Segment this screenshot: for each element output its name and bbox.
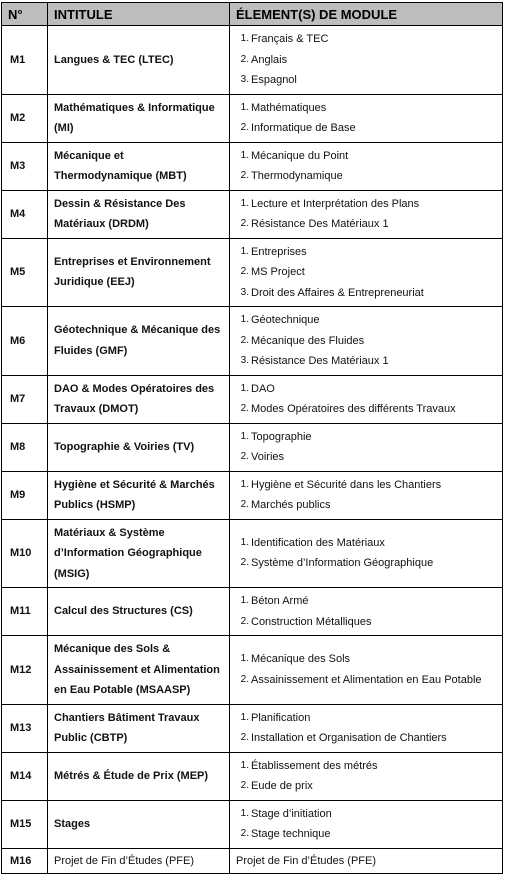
table-row	[2, 190, 503, 238]
module-number: M12	[2, 636, 48, 705]
list-item-label: Assainissement et Alimentation en Eau Potable	[251, 673, 482, 686]
module-number: M5	[2, 238, 48, 307]
module-elements	[230, 238, 503, 307]
module-elements	[230, 142, 503, 190]
table-row	[2, 752, 503, 800]
list-item-label: Résistance Des Matériaux 1	[251, 218, 389, 230]
list-item-label: Stage d’initiation	[251, 807, 332, 820]
module-title: Hygiène et Sécurité & Marchés Publics (HSMP)	[48, 471, 230, 519]
list-item	[236, 399, 496, 420]
list-item-label: Mathématiques	[251, 101, 327, 114]
list-item-index: 2.	[240, 403, 249, 414]
module-number: M13	[2, 704, 48, 752]
list-item-label: Établissement des métrés	[251, 759, 378, 772]
list-item	[236, 728, 496, 749]
list-item-index: 1.	[240, 149, 249, 161]
list-item-index: 1.	[240, 807, 249, 819]
list-item-label: Hygiène et Sécurité dans les Chantiers	[251, 478, 442, 491]
list-item-index: 2.	[240, 218, 249, 229]
list-item-label: Anglais	[251, 53, 288, 66]
header-intitule: INTITULE	[48, 3, 230, 26]
table-row	[2, 142, 503, 190]
list-item	[236, 331, 496, 352]
list-item	[236, 447, 496, 468]
table-row	[2, 519, 503, 588]
list-item	[236, 29, 496, 50]
list-item-label: Planification	[251, 711, 311, 724]
table-row	[2, 423, 503, 471]
element-list	[236, 146, 496, 187]
module-title: Stages	[48, 800, 230, 848]
list-item-label: Lecture et Interprétation des Plans	[251, 197, 420, 210]
list-item-label: Français & TEC	[251, 33, 329, 45]
list-item	[236, 612, 496, 633]
module-title: Mécanique et Thermodynamique (MBT)	[48, 142, 230, 190]
list-item	[236, 533, 496, 554]
element-list	[236, 98, 496, 139]
list-item-index: 1.	[240, 197, 249, 209]
list-item	[236, 262, 496, 283]
module-elements	[230, 375, 503, 423]
list-item	[236, 194, 496, 215]
list-item-index: 1.	[240, 382, 249, 394]
list-item-label: Modes Opératoires des différents Travaux	[251, 403, 456, 415]
list-item-label: Thermodynamique	[251, 170, 343, 182]
list-item-label: Installation et Organisation de Chantiers	[251, 732, 447, 744]
list-item	[236, 351, 496, 372]
list-item	[236, 475, 496, 496]
module-elements	[230, 800, 503, 848]
module-elements	[230, 307, 503, 376]
module-elements	[230, 519, 503, 588]
module-elements	[230, 190, 503, 238]
table-row	[2, 800, 503, 848]
list-item-index: 3.	[240, 286, 249, 298]
table-row	[2, 238, 503, 307]
table-row	[2, 636, 503, 705]
element-list	[236, 194, 496, 235]
module-elements	[230, 752, 503, 800]
module-title: Projet de Fin d’Études (PFE)	[48, 848, 230, 874]
list-item	[236, 70, 496, 91]
list-item-index: 1.	[240, 536, 249, 548]
list-item	[236, 649, 496, 670]
element-list	[236, 242, 496, 304]
list-item-label: Résistance Des Matériaux 1	[251, 355, 389, 367]
element-list	[236, 591, 496, 632]
list-item	[236, 427, 496, 448]
list-item-label: Droit des Affaires & Entrepreneuriat	[251, 286, 424, 299]
header-elements: ÉLEMENT(S) DE MODULE	[230, 3, 503, 26]
list-item	[236, 670, 496, 691]
list-item	[236, 310, 496, 331]
module-element: Projet de Fin d’Études (PFE)	[230, 848, 503, 874]
list-item-index: 1.	[240, 33, 249, 44]
list-item-label: Mécanique du Point	[251, 149, 349, 162]
list-item-index: 1.	[240, 595, 249, 606]
module-number: M10	[2, 519, 48, 588]
list-item	[236, 708, 496, 729]
list-item-index: 2.	[240, 499, 249, 510]
module-title: Mécanique des Sols & Assainissement et Alimentation en Eau Potable (MSAASP)	[48, 636, 230, 705]
element-list	[236, 756, 496, 797]
list-item	[236, 379, 496, 400]
table-row	[2, 26, 503, 95]
module-elements	[230, 26, 503, 95]
list-item-index: 2.	[240, 266, 249, 277]
module-number: M3	[2, 142, 48, 190]
list-item	[236, 824, 496, 845]
module-number: M14	[2, 752, 48, 800]
module-elements	[230, 471, 503, 519]
header-num: N°	[2, 3, 48, 26]
header-row	[2, 3, 503, 26]
list-item-label: Topographie	[251, 430, 312, 443]
list-item-index: 3.	[240, 74, 249, 85]
list-item-label: Mécanique des Sols	[251, 653, 351, 666]
element-list	[236, 427, 496, 468]
list-item	[236, 283, 496, 304]
list-item-index: 2.	[240, 828, 249, 839]
element-list	[236, 649, 496, 690]
element-list	[236, 708, 496, 749]
list-item-label: Voiries	[251, 451, 285, 463]
element-list	[236, 29, 496, 91]
module-number: M1	[2, 26, 48, 95]
module-elements	[230, 94, 503, 142]
module-number: M9	[2, 471, 48, 519]
table-row	[2, 307, 503, 376]
list-item-index: 2.	[240, 53, 249, 65]
list-item-index: 1.	[240, 759, 249, 771]
module-title: Dessin & Résistance Des Matériaux (DRDM)	[48, 190, 230, 238]
module-number: M15	[2, 800, 48, 848]
module-number: M11	[2, 588, 48, 636]
module-title: Calcul des Structures (CS)	[48, 588, 230, 636]
list-item-label: Marchés publics	[251, 499, 331, 511]
element-list	[236, 475, 496, 516]
module-title: Chantiers Bâtiment Travaux Public (CBTP)	[48, 704, 230, 752]
element-list	[236, 804, 496, 845]
list-item-label: Mécanique des Fluides	[251, 334, 365, 347]
module-elements	[230, 636, 503, 705]
module-number: M2	[2, 94, 48, 142]
list-item	[236, 166, 496, 187]
modules-table	[1, 2, 503, 874]
table-row	[2, 704, 503, 752]
list-item-index: 2.	[240, 557, 249, 569]
list-item-label: Stage technique	[251, 828, 331, 840]
list-item-index: 3.	[240, 355, 249, 366]
list-item-index: 1.	[240, 101, 249, 113]
list-item	[236, 804, 496, 825]
list-item-index: 2.	[240, 673, 249, 685]
list-item-label: Système d’Information Géographique	[251, 557, 434, 570]
list-item-label: Informatique de Base	[251, 122, 356, 134]
module-title: DAO & Modes Opératoires des Travaux (DMOT)	[48, 375, 230, 423]
module-elements	[230, 588, 503, 636]
table-row	[2, 375, 503, 423]
list-item	[236, 50, 496, 71]
list-item	[236, 118, 496, 139]
element-list	[236, 310, 496, 372]
list-item	[236, 214, 496, 235]
table-row	[2, 588, 503, 636]
list-item	[236, 495, 496, 516]
element-list	[236, 533, 496, 574]
module-elements	[230, 423, 503, 471]
list-item-index: 1.	[240, 245, 249, 257]
list-item-index: 2.	[240, 615, 249, 627]
module-number: M4	[2, 190, 48, 238]
list-item-label: Espagnol	[251, 74, 297, 86]
list-item-index: 1.	[240, 314, 249, 325]
module-title: Métrés & Étude de Prix (MEP)	[48, 752, 230, 800]
list-item	[236, 591, 496, 612]
list-item-label: Identification des Matériaux	[251, 536, 385, 549]
list-item-label: Géotechnique	[251, 314, 320, 326]
module-number: M16	[2, 848, 48, 874]
list-item-index: 1.	[240, 430, 249, 442]
module-title: Topographie & Voiries (TV)	[48, 423, 230, 471]
table-row	[2, 848, 503, 874]
table-row	[2, 471, 503, 519]
list-item-index: 2.	[240, 451, 249, 462]
element-list	[236, 379, 496, 420]
list-item-label: Eude de prix	[251, 780, 313, 792]
module-title: Mathématiques & Informatique (MI)	[48, 94, 230, 142]
module-number: M7	[2, 375, 48, 423]
module-number: M6	[2, 307, 48, 376]
list-item-index: 2.	[240, 334, 249, 346]
module-number: M8	[2, 423, 48, 471]
module-title: Entreprises et Environnement Juridique (EEJ)	[48, 238, 230, 307]
module-elements	[230, 704, 503, 752]
module-title: Géotechnique & Mécanique des Fluides (GMF)	[48, 307, 230, 376]
list-item-index: 2.	[240, 732, 249, 743]
list-item-index: 2.	[240, 170, 249, 181]
list-item-index: 2.	[240, 780, 249, 791]
module-title: Matériaux & Système d’Information Géographique (MSIG)	[48, 519, 230, 588]
list-item-label: Construction Métalliques	[251, 615, 372, 628]
list-item	[236, 776, 496, 797]
list-item-index: 1.	[240, 478, 249, 490]
list-item	[236, 756, 496, 777]
list-item-label: Entreprises	[251, 245, 307, 258]
module-title: Langues & TEC (LTEC)	[48, 26, 230, 95]
list-item-label: Béton Armé	[251, 595, 309, 607]
list-item-label: DAO	[251, 382, 275, 395]
table-body	[2, 26, 503, 874]
table-row	[2, 94, 503, 142]
list-item	[236, 553, 496, 574]
list-item	[236, 242, 496, 263]
list-item-index: 1.	[240, 653, 249, 665]
list-item-index: 1.	[240, 711, 249, 723]
list-item-index: 2.	[240, 122, 249, 133]
list-item	[236, 98, 496, 119]
list-item-label: MS Project	[251, 266, 305, 278]
list-item	[236, 146, 496, 167]
